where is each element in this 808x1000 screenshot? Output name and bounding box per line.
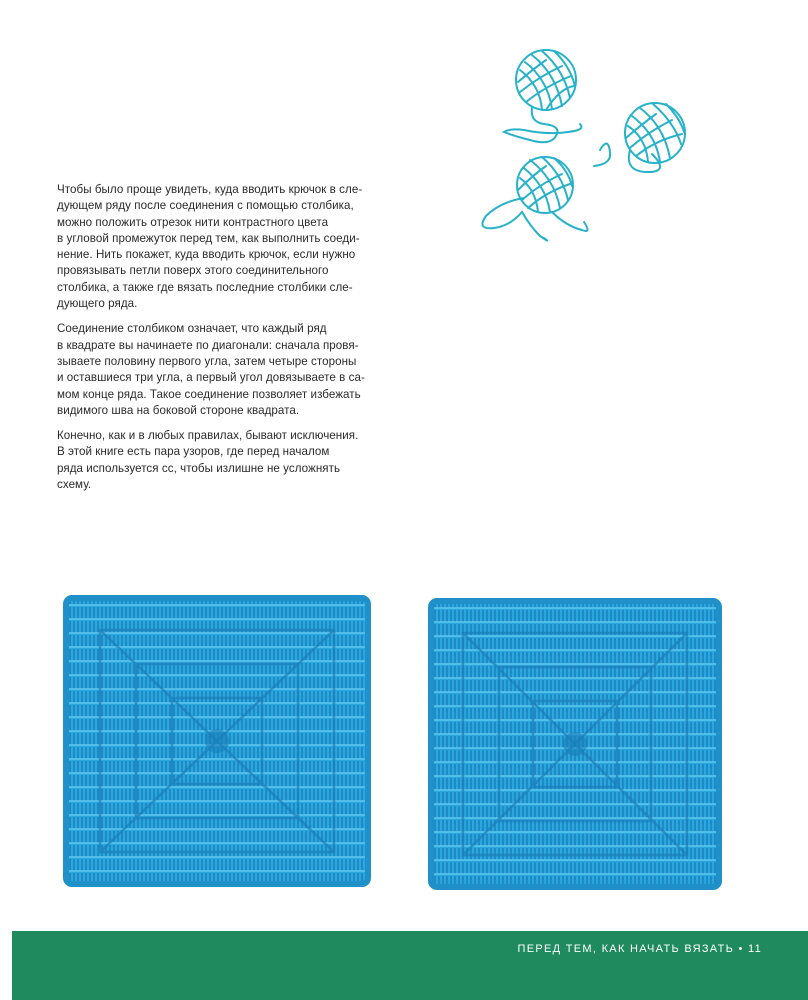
crochet-square-photo-right xyxy=(425,595,725,893)
body-text xyxy=(57,182,377,502)
paragraph-1: Чтобы было проще увидеть, куда вводить крючок в сле- дующем ряду после соединения с помощью столбика, можно положить отрезок нити контрастного цвета в угловой промежуток перед тем, как выполнить соеди- нение. Нить покажет, куда вводить крючок, если нужно провязывать петли поверх этого соединительного столбика, а также где вязать последние столбики сле- дующего ряда. xyxy=(57,183,363,311)
paragraph-3: Конечно, как и в любых правилах, бывают исключения. В этой книге есть пара узоров, где перед началом ряда используется сс, чтобы излишне не усложнять схему. xyxy=(57,429,359,492)
footer-section-title: ПЕРЕД ТЕМ, КАК НАЧАТЬ ВЯЗАТЬ • 11 xyxy=(517,943,762,955)
yarn-ball-bottom xyxy=(482,157,587,241)
yarn-ball-right xyxy=(594,103,685,172)
yarn-balls-icon xyxy=(470,40,710,250)
footer-bar xyxy=(12,931,808,1000)
crochet-square-photo-left xyxy=(60,592,375,890)
yarn-ball-top xyxy=(504,50,582,142)
paragraph-2: Соединение столбиком означает, что каждый ряд в квадрате вы начинаете по диагонали: сначала провя- зываете половину первого угла, затем четыре стороны и оставшиеся три угла, а первый угол довязываете в са- мом конце ряда. Такое соединение позволяет избежать видимого шва на боковой стороне квадрата. xyxy=(57,322,365,417)
